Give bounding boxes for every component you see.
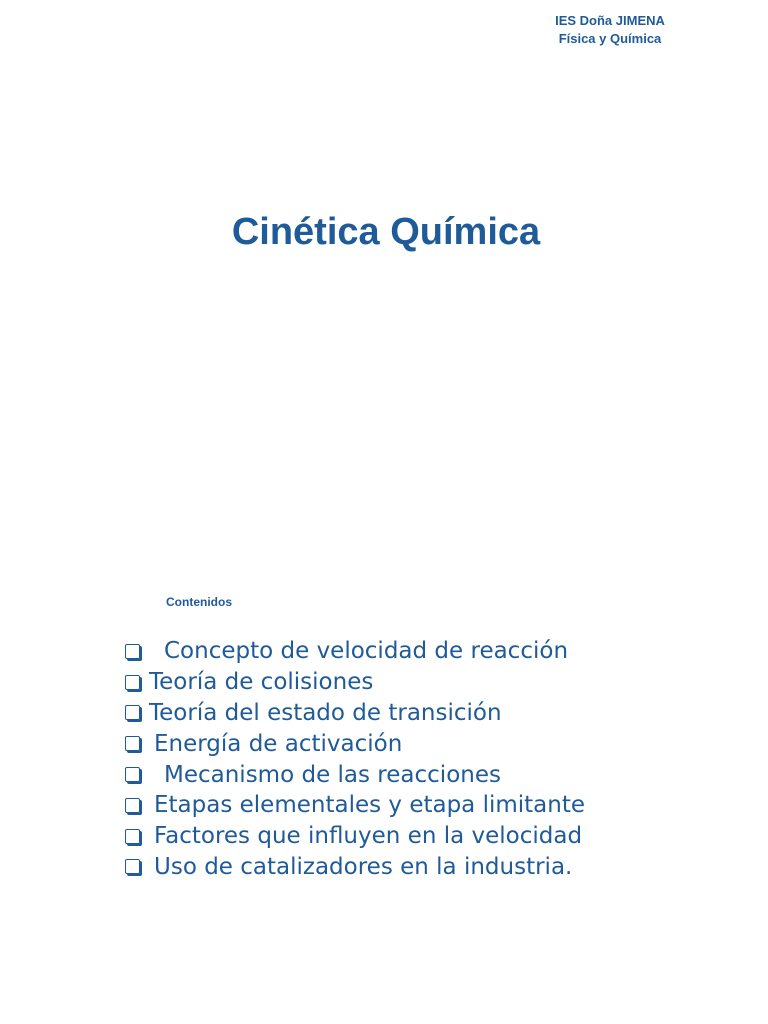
- list-item-label: Teoría de colisiones: [149, 669, 374, 696]
- school-name: IES Doña JIMENA: [555, 13, 665, 28]
- list-item-label: Energía de activación: [154, 730, 403, 757]
- document-header: [520, 12, 700, 48]
- list-item-label: Teoría del estado de transición: [149, 699, 502, 726]
- checkbox-icon: [125, 736, 140, 751]
- list-item-label: Mecanismo de las reacciones: [164, 761, 501, 788]
- checkbox-icon: [125, 829, 140, 844]
- checkbox-icon: [125, 767, 140, 782]
- page-title: Cinética Química: [231, 211, 541, 253]
- contents-list: [124, 636, 585, 882]
- list-item: [124, 636, 585, 667]
- list-item-label: Uso de catalizadores en la industria.: [154, 853, 573, 880]
- list-item-label: Concepto de velocidad de reacción: [164, 638, 569, 665]
- checkbox-icon: [125, 644, 140, 659]
- section-label: Contenidos: [166, 595, 232, 609]
- list-item: [124, 759, 585, 790]
- list-item: [124, 667, 585, 698]
- list-item: [124, 790, 585, 821]
- subject-name: Física y Química: [558, 31, 662, 46]
- list-item: [124, 821, 585, 852]
- list-item-label: Etapas elementales y etapa limitante: [154, 792, 586, 819]
- checkbox-icon: [125, 798, 140, 813]
- checkbox-icon: [125, 705, 140, 720]
- checkbox-icon: [125, 675, 140, 690]
- list-item: [124, 698, 585, 729]
- list-item-label: Factores que influyen en la velocidad: [154, 823, 583, 850]
- checkbox-icon: [125, 859, 140, 874]
- list-item: [124, 728, 585, 759]
- list-item: [124, 852, 585, 883]
